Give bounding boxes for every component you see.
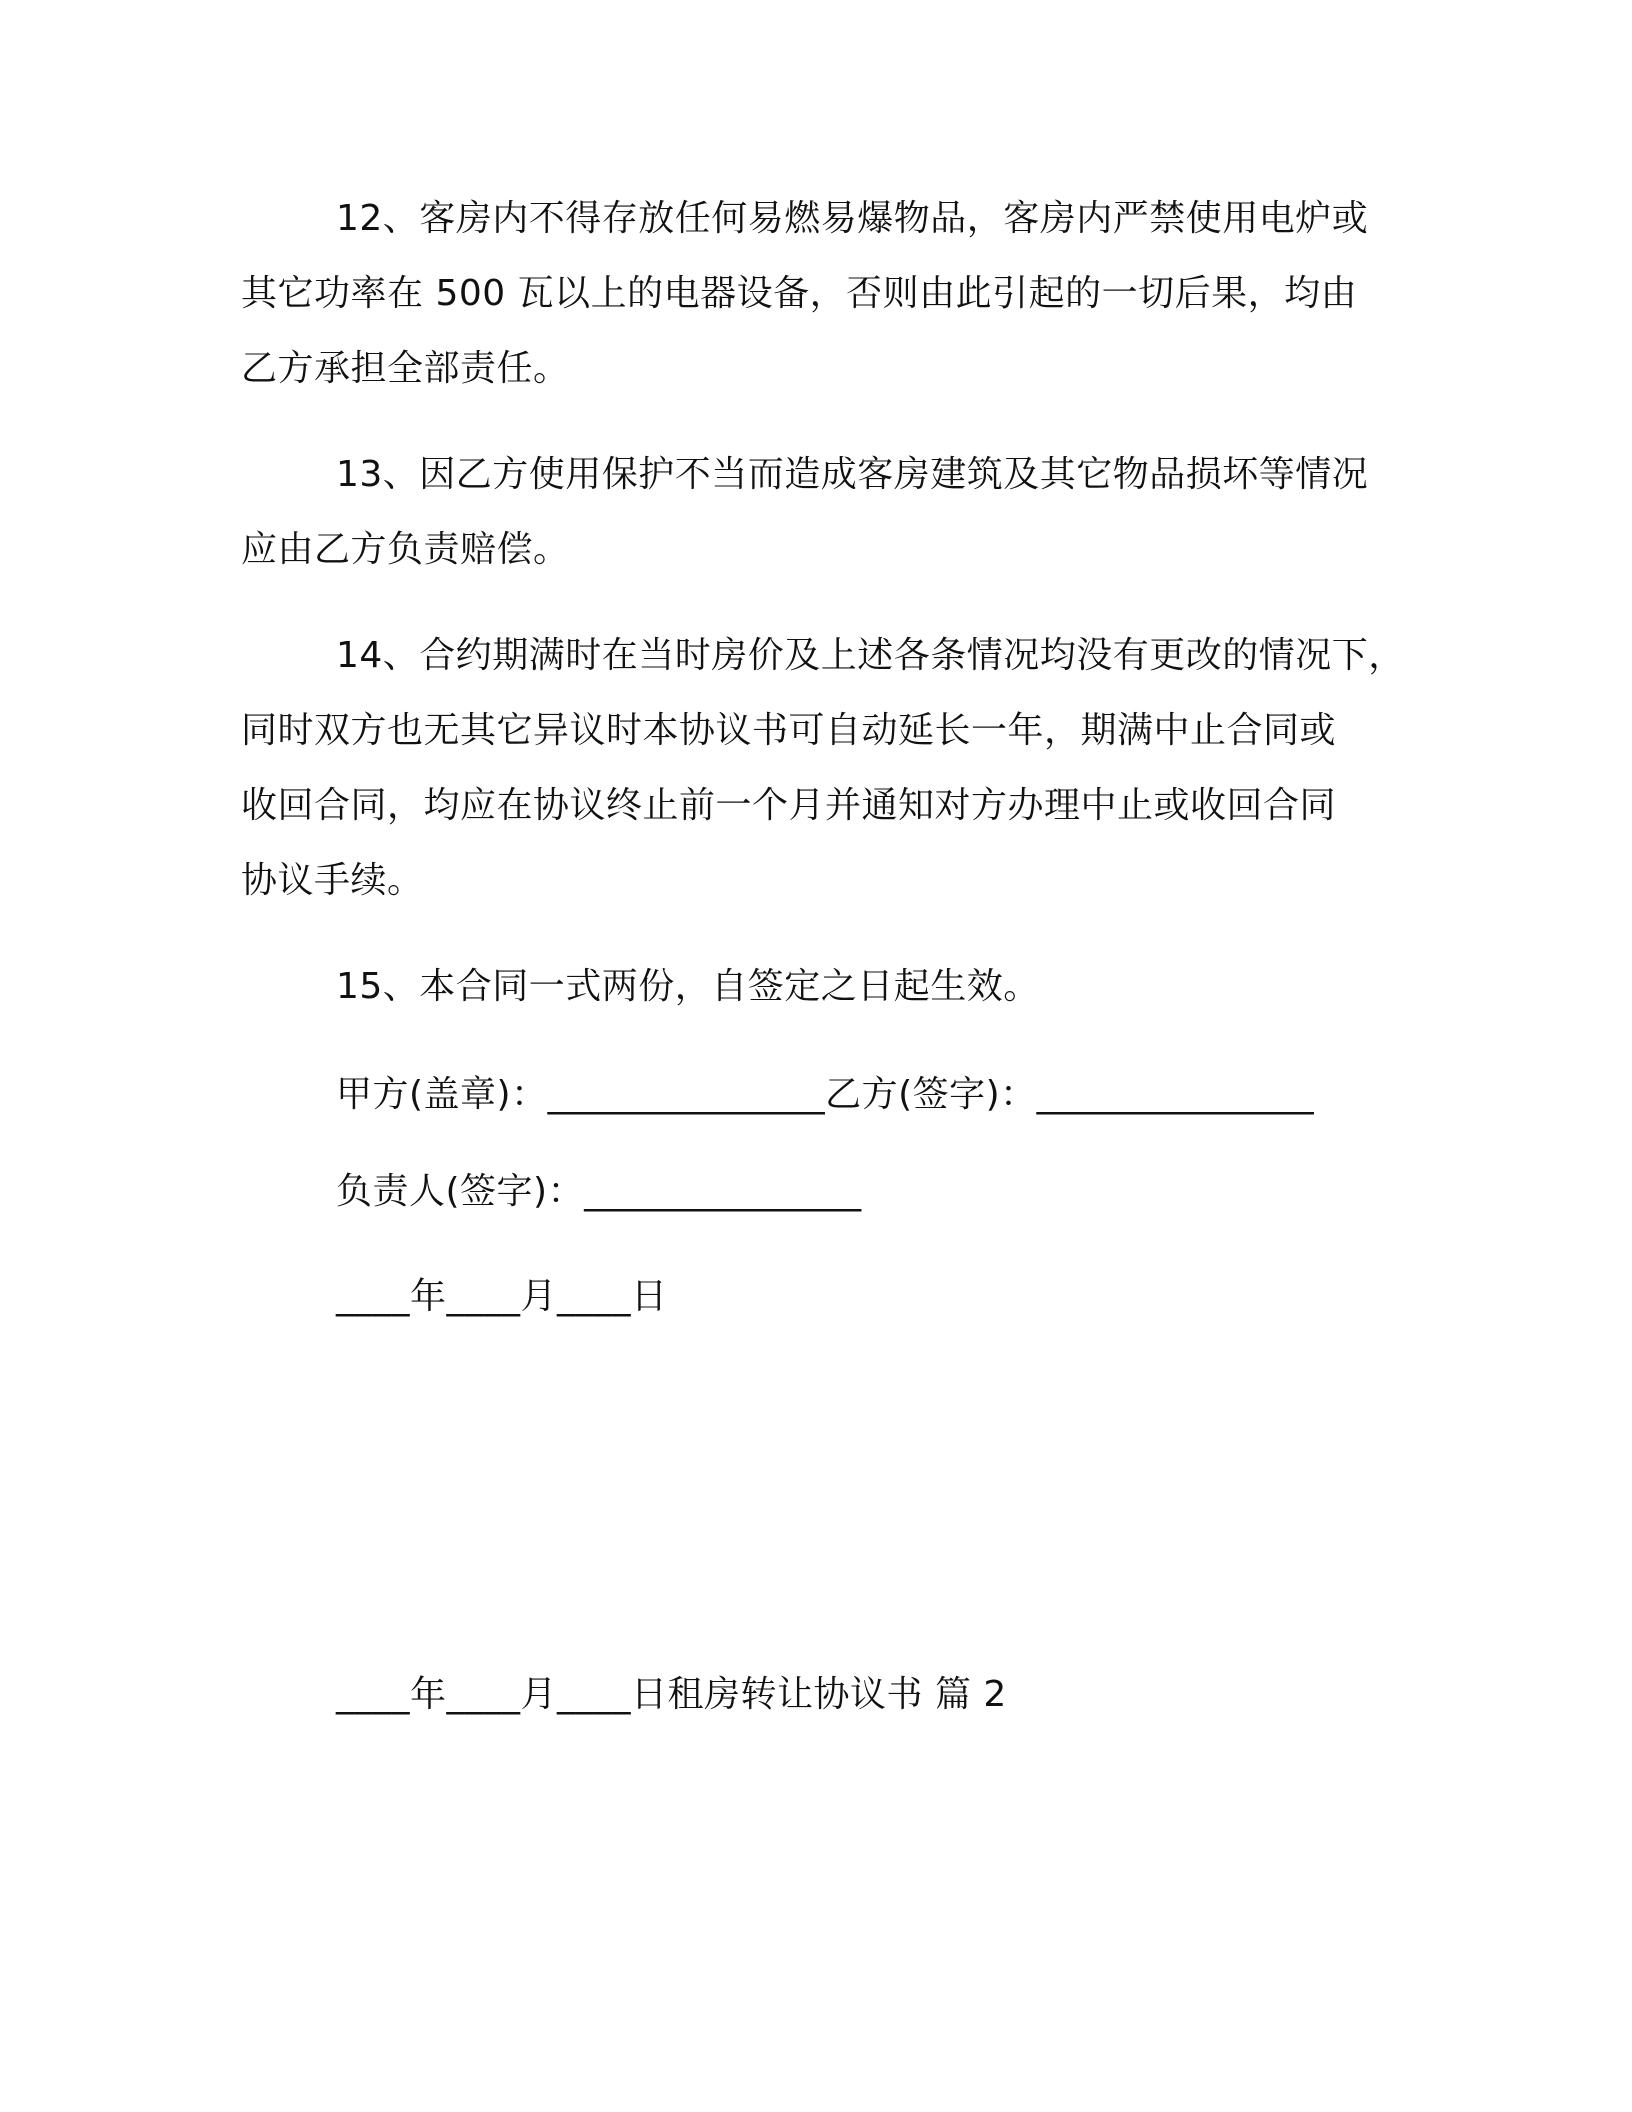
clause-12-line-3: 乙方承担全部责任。 [241, 348, 570, 389]
clause-15-line-1: 15、本合同一式两份，自签定之日起生效。 [336, 966, 1040, 1007]
clause-12-line-1: 12、客房内不得存放任何易燃易爆物品，客房内严禁使用电炉或 [336, 198, 1369, 239]
clause-12-line-2: 其它功率在 500 瓦以上的电器设备，否则由此引起的一切后果，均由 [241, 273, 1358, 314]
signature-line-parties: 甲方(盖章)：_______________乙方(签字)：_______________ [336, 1074, 1315, 1115]
clause-14-line-1: 14、合约期满时在当时房价及上述各条情况均没有更改的情况下， [336, 635, 1405, 676]
clause-13-line-2: 应由乙方负责赔偿。 [241, 529, 570, 570]
signature-line-responsible-person: 负责人(签字)：_______________ [336, 1171, 862, 1212]
clause-13-line-1: 13、因乙方使用保护不当而造成客房建筑及其它物品损坏等情况 [336, 454, 1369, 495]
clause-14-line-3: 收回合同，均应在协议终止前一个月并通知对方办理中止或收回合同 [241, 785, 1337, 826]
signature-date-line: ____年____月____日 [336, 1276, 668, 1317]
clause-14-line-4: 协议手续。 [241, 860, 424, 901]
next-section-title: ____年____月____日租房转让协议书 篇 2 [336, 1674, 1007, 1715]
clause-14-line-2: 同时双方也无其它异议时本协议书可自动延长一年，期满中止合同或 [241, 710, 1337, 751]
